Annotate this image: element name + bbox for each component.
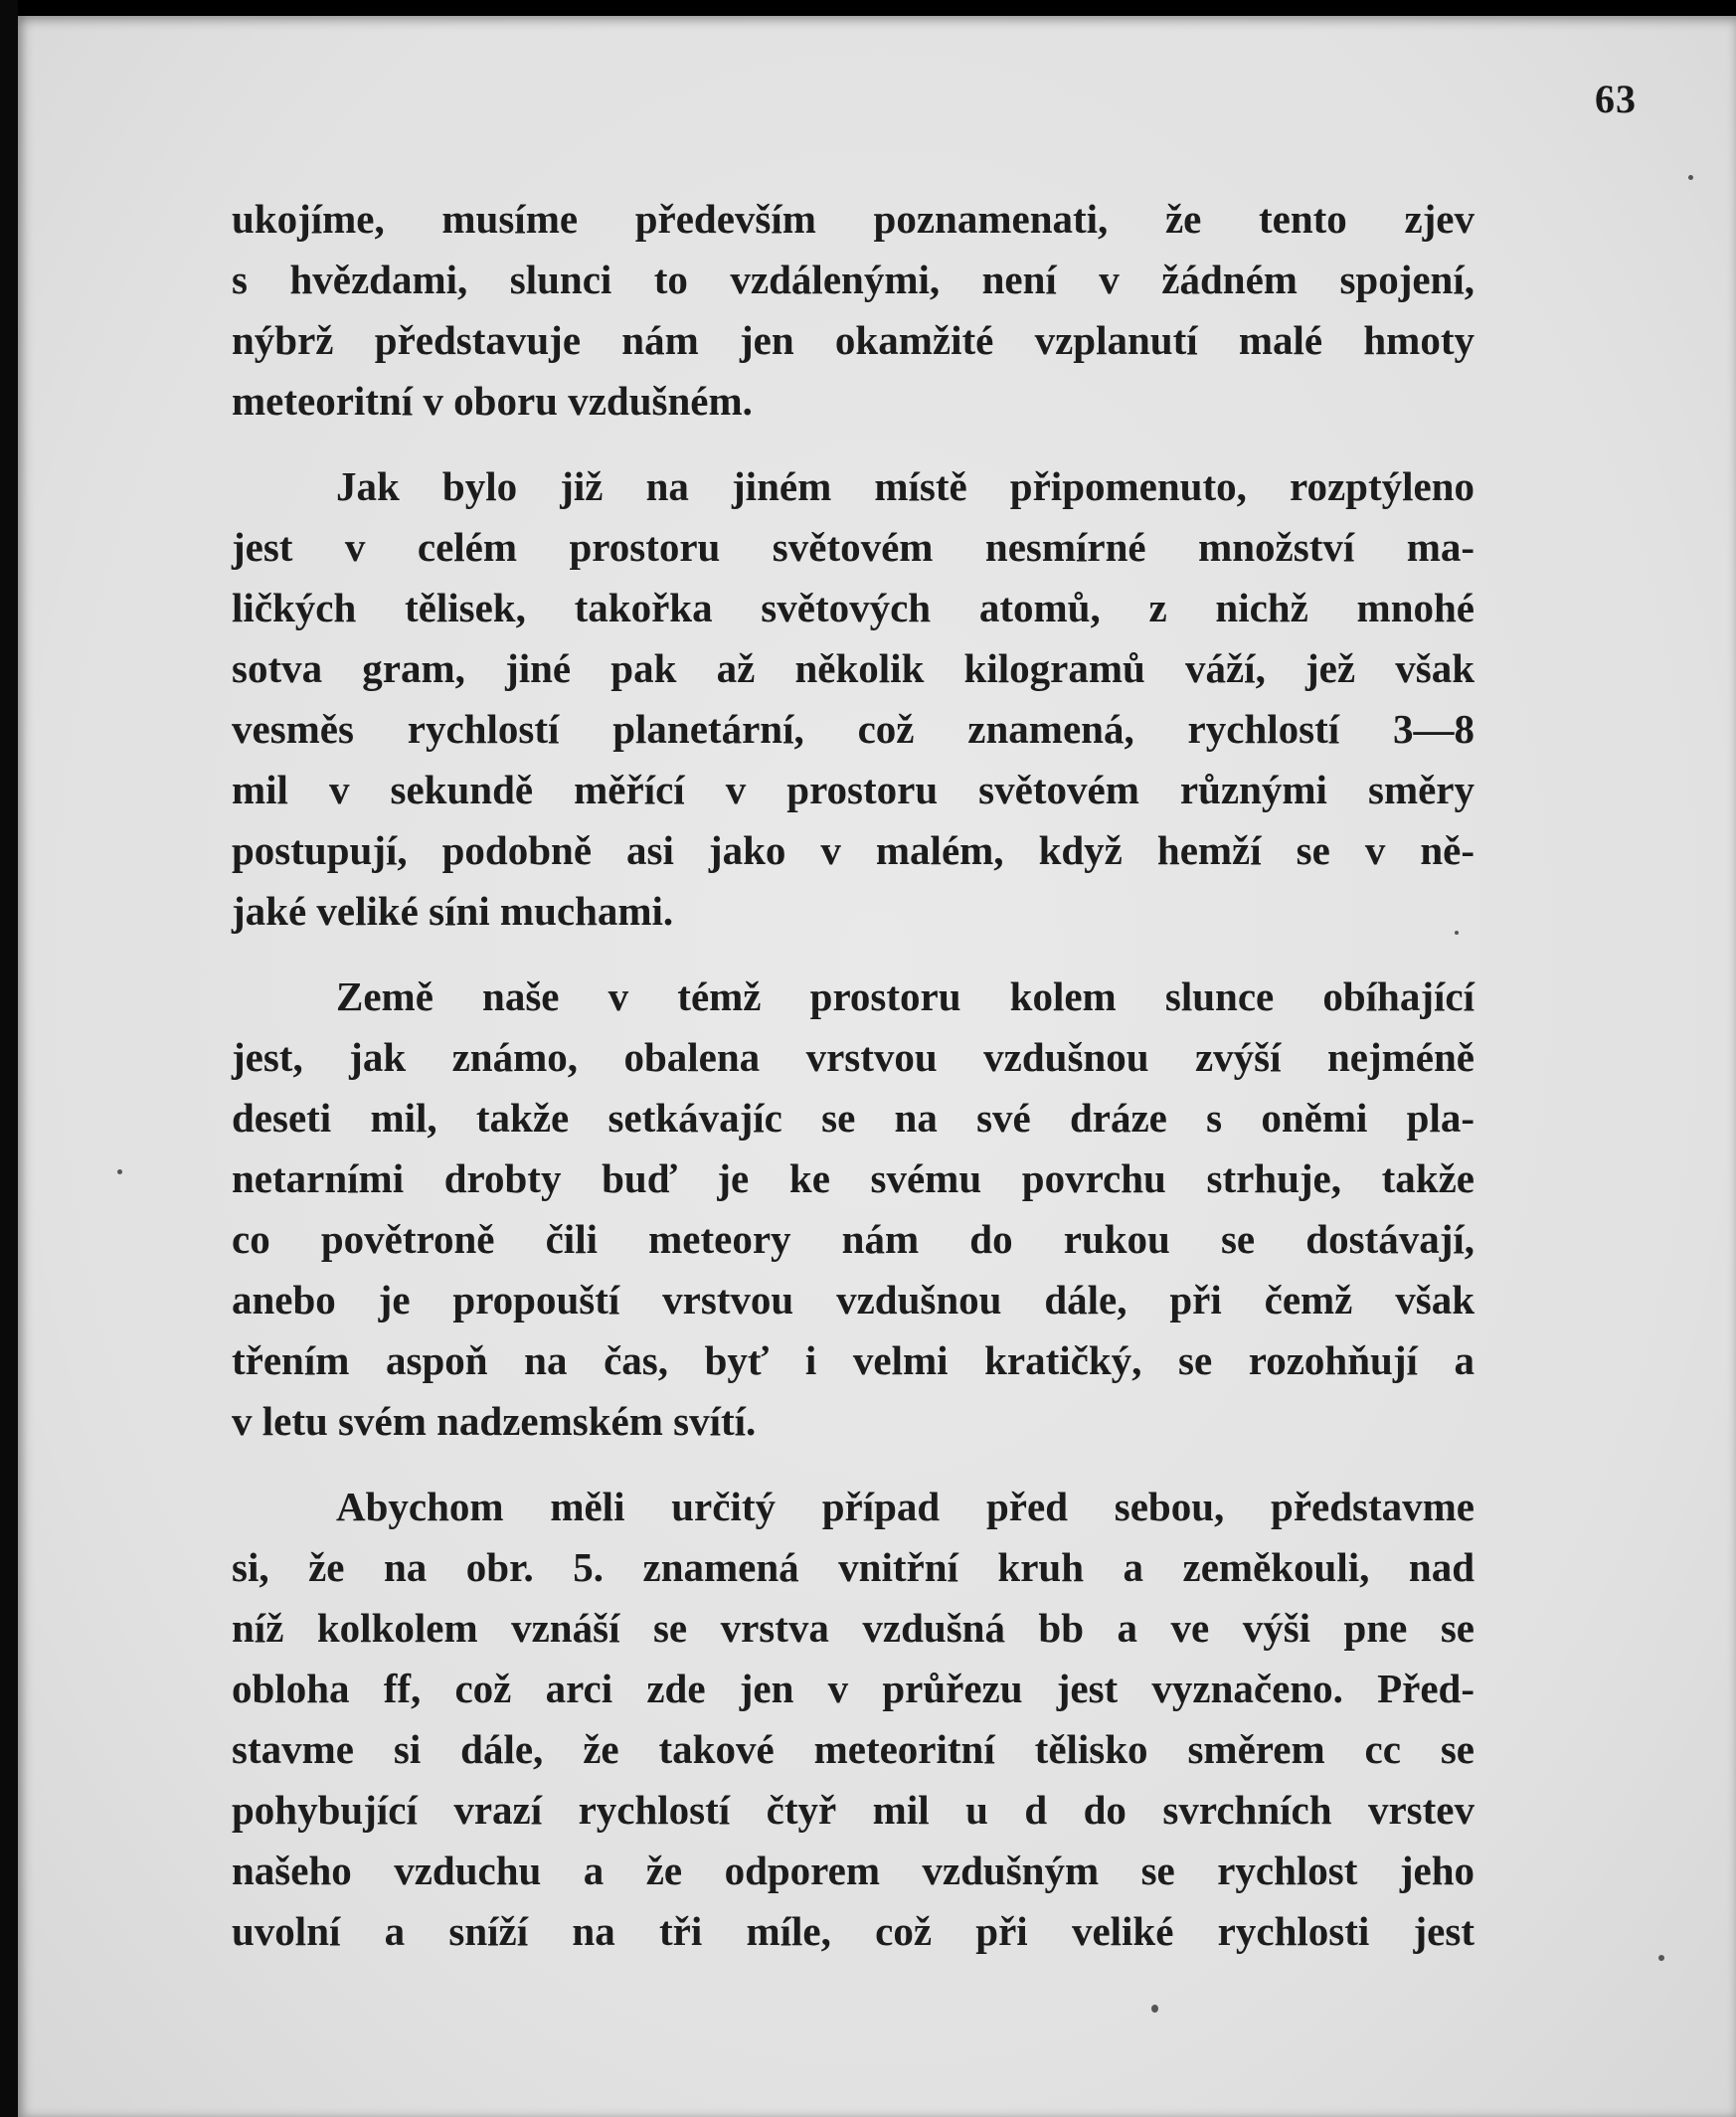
text-line: stavme si dále, že takové meteoritní tělisko směrem cc se — [232, 1726, 1475, 1772]
text-line: anebo je propouští vrstvou vzdušnou dále, při čemž však — [232, 1277, 1475, 1323]
text-line: jaké veliké síni muchami. — [232, 888, 674, 934]
text-line: uvolní a sníží na tři míle, což při veliké rychlosti jest — [232, 1908, 1475, 1954]
text-line: v letu svém nadzemském svítí. — [232, 1398, 757, 1444]
text-line: sotva gram, jiné pak až několik kilogramů váží, jež však — [232, 645, 1475, 691]
paragraph-2 — [232, 456, 1475, 942]
text-line: vesměs rychlostí planetární, což znamená, rychlostí 3—8 — [232, 706, 1475, 752]
print-speck — [1688, 175, 1693, 180]
text-line: postupují, podobně asi jako v malém, když hemží se v ně- — [232, 827, 1475, 873]
text-line: mil v sekundě měřící v prostoru světovém různými směry — [232, 767, 1475, 812]
text-line: níž kolkolem vznáší se vrstva vzdušná bb a ve výši pne se — [232, 1605, 1475, 1651]
text-line: jest, jak známo, obalena vrstvou vzdušnou zvýší nejméně — [232, 1034, 1475, 1080]
print-speck — [117, 1169, 122, 1174]
text-line: našeho vzduchu a že odporem vzdušným se rychlost jeho — [232, 1848, 1475, 1893]
text-line: ukojíme, musíme především poznamenati, že tento zjev — [232, 196, 1475, 242]
print-speck — [1658, 1955, 1664, 1961]
print-speck — [1151, 2005, 1158, 2013]
text-line: Jak bylo již na jiném místě připomenuto, rozptýleno — [336, 463, 1475, 509]
text-line: nýbrž představuje nám jen okamžité vzplanutí malé hmoty — [232, 317, 1475, 363]
text-line: meteoritní v oboru vzdušném. — [232, 378, 753, 424]
paragraph-1 — [232, 189, 1475, 432]
text-line: ličkých tělisek, takořka světových atomů, z nichž mnohé — [232, 585, 1475, 630]
text-line: obloha ff, což arci zde jen v průřezu jest vyznačeno. Před- — [232, 1666, 1475, 1711]
page-number: 63 — [1595, 77, 1637, 121]
page-left-edge — [0, 0, 18, 2117]
paragraph-3 — [232, 967, 1475, 1452]
text-line: netarními drobty buď je ke svému povrchu strhuje, takže — [232, 1155, 1475, 1201]
text-line: třením aspoň na čas, byť i velmi kratičký, se rozohňují a — [232, 1337, 1475, 1383]
text-line: jest v celém prostoru světovém nesmírné množství ma- — [232, 524, 1475, 570]
text-line: s hvězdami, slunci to vzdálenými, není v žádném spojení, — [232, 257, 1475, 302]
text-line: si, že na obr. 5. znamená vnitřní kruh a zeměkouli, nad — [232, 1544, 1475, 1590]
text-line: Abychom měli určitý případ před sebou, představme — [336, 1484, 1475, 1529]
body-text — [232, 189, 1475, 1987]
paragraph-4 — [232, 1477, 1475, 1962]
text-line: pohybující vrazí rychlostí čtyř mil u d do svrchních vrstev — [232, 1787, 1475, 1833]
text-line: co povětroně čili meteory nám do rukou se dostávají, — [232, 1216, 1475, 1262]
text-line: Země naše v témž prostoru kolem slunce obíhající — [336, 973, 1475, 1019]
text-line: deseti mil, takže setkávajíc se na své dráze s oněmi pla- — [232, 1095, 1475, 1141]
